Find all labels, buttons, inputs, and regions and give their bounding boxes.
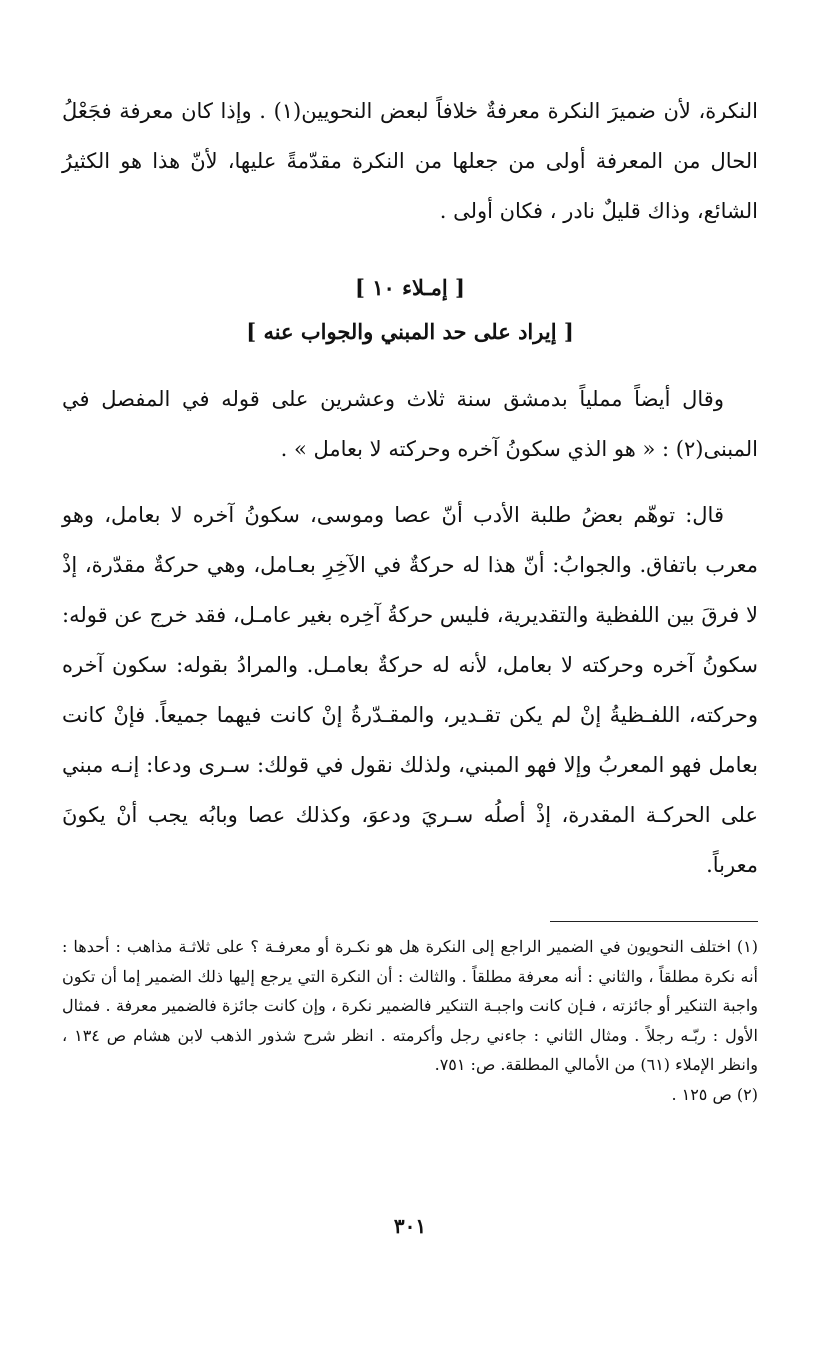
section-heading bbox=[62, 266, 758, 354]
body-paragraph: قال: توهّم بعضُ طلبة الأدب أنّ عصا وموسى، سكونُ آخره لا بعامل، وهو معرب باتفاق. والجوابُ: أنّ هذا له حركةٌ في الآخِرِ بعـامل، وهي حركةٌ مقدّرة، إذْ لا فرقَ بين اللفظية والتقديرية، فليس حركةُ آخِره بغير عامـل، فقد خرج عن قوله: سكونُ آخره وحركته لا بعامل، لأنه له حركةٌ بعامـل. والمرادُ بقوله: سكون آخره وحركته، اللفـظيةُ إنْ لم يكن تقـدير، والمقـدّرةُ إنْ كانت فيهما جميعاً. فإنْ كانت بعامل فهو المعربُ وإلا فهو المبني، ولذلك نقول في قولك: سـرى ودعا: إنـه مبني على الحركـة المقدرة، إذْ أصلُه سـريَ ودعوَ، وكذلك عصا وبابُه يجب أنْ يكونَ معرباً. bbox=[62, 503, 758, 877]
page-number: ٣٠١ bbox=[393, 1214, 427, 1238]
dictation-title-heading: [ إيراد على حد المبني والجواب عنه ] bbox=[246, 319, 574, 344]
dictation-number-heading: [ إمـلاء ١٠ ] bbox=[354, 275, 465, 300]
intro-paragraph: النكرة، لأن ضميرَ النكرة معرفةٌ خلافاً لبعض النحويين(١) . وإذا كان معرفة فجَعْلُ الحال من المعرفة أولى من جعلها من النكرة مقدّمةً عليها، لأنّ هذا هو الكثيرُ الشائع، وذاك قليلٌ نادر ، فكان أولى . bbox=[62, 99, 758, 223]
footnotes bbox=[62, 932, 758, 1109]
page-body bbox=[62, 86, 758, 890]
dictation-paragraph: وقال أيضاً مملياً بدمشق سنة ثلاث وعشرين على قوله في المفصل في المبنى(٢) : « هو الذي سكونُ آخره وحركته لا بعامل » . bbox=[62, 387, 758, 461]
footnote-divider bbox=[550, 921, 758, 922]
footnote-2: (٢) ص ١٢٥ . bbox=[671, 1084, 758, 1104]
footnote-1: (١) اختلف النحويون في الضمير الراجع إلى النكرة هل هو نكـرة أو معرفـة ؟ على ثلاثـة مذاهب : أحدها : أنه نكرة مطلقاً ، والثاني : أنه معرفة مطلقاً . والثالث : أن النكرة التي يرجع إليها ذلك الضمير إما أن تكون واجبة التنكير أو جائزته ، فـإن كانت واجبـة التنكير فالضمير نكرة ، وإن كانت جائزة فالضمير معرفة . فمثال الأول : ربّـه رجلاً . ومثال الثاني : جاءني رجل وأكرمته . انظر شرح شذور الذهب لابن هشام ص ١٣٤ ، وانظر الإملاء (٦١) من الأمالي المطلقة. ص: ٧٥١. bbox=[62, 937, 758, 1074]
